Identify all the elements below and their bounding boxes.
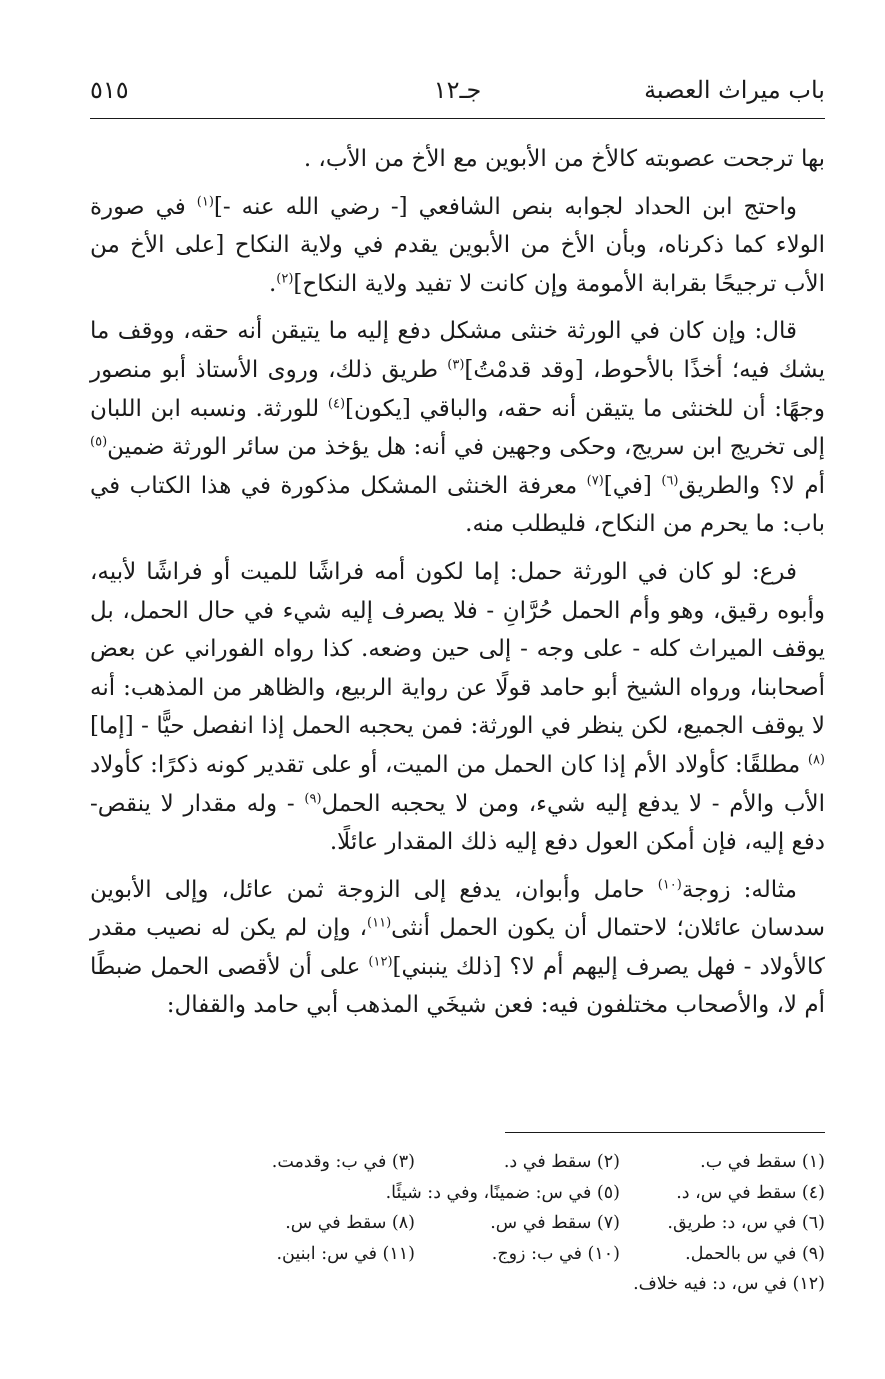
footnote-ref: (٧) [586, 473, 604, 489]
footnote-9: (٩) في س بالحمل. [685, 1243, 825, 1264]
page-number: ٥١٥ [90, 76, 129, 104]
footnote-row [180, 1208, 825, 1239]
footnote-8: (٨) سقط في س. [285, 1213, 415, 1233]
footnote-1: (١) سقط في ب. [700, 1152, 825, 1172]
footnote-ref: (٦) [661, 473, 679, 489]
footnote-ref: (٥) [90, 434, 108, 450]
header-divider [90, 118, 825, 119]
footnote-5: (٥) في س: ضمينًا، وفي د: شيئًا. [385, 1182, 620, 1203]
footnote-6: (٦) في س، د: طريق. [667, 1213, 825, 1233]
footnote-ref: (١٢) [368, 954, 393, 970]
footnotes [180, 1147, 825, 1300]
footnote-ref: (١) [196, 193, 214, 209]
paragraph-4: فرع: لو كان في الورثة حمل: إما لكون أمه فراشًا للميت أو فراشًا لأبيه، وأبوه رقيق، وهو وأم الحمل حُرَّانِ - فلا يصرف إليه شيء في حال الحمل، بل يوقف الميراث كله - على وجه - إلى حين وضعه. كذا رواه الفوراني عن بعض أصحابنا، ورواه الشيخ أبو حامد قولًا عن رواية الربيع، والظاهر من المذهب: أنه لا يوقف الجميع، لكن ينظر في الورثة: فمن يحجبه الحمل إذا انفصل حيًّا - [إما]$^{(٨)}$ مطلقًا: كأولاد الأم إذا كان الحمل من الميت، أو على تقدير كونه ذكرًا: كأولاد الأب والأم - لا يدفع إليه شيء، ومن لا يحجبه الحمل$^{(٩)}$ - وله مقدار لا ينقص- دفع إليه، فإن أمكن العول دفع إليه ذلك المقدار عائلًا. [90, 558, 826, 856]
footnote-ref: (٢) [276, 271, 294, 287]
footnote-12: (١٢) في س، د: فيه خلاف. [633, 1274, 825, 1294]
paragraph-2: واحتج ابن الحداد لجوابه بنص الشافعي [- رضي الله عنه -]$^{(١)}$ في صورة الولاء كما ذكرناه، وبأن الأخ من الأبوين يقدم في ولاية النكاح [على الأخ من الأب ترجيحًا بقرابة الأمومة وإن كانت لا تفيد ولاية النكاح]$^{(٢)}$. [90, 193, 825, 297]
chapter-title: باب ميراث العصبة [644, 76, 825, 104]
running-header [90, 72, 825, 112]
volume-number: جـ١٢ [433, 76, 482, 104]
footnote-divider [505, 1132, 825, 1133]
footnote-2: (٢) سقط في د. [503, 1152, 620, 1172]
paragraph-5: مثاله: زوجة$^{(١٠)}$ حامل وأبوان، يدفع إلى الزوجة ثمن عائل، وإلى الأبوين سدسان عائلان؛ لاحتمال أن يكون الحمل أنثى$^{(١١)}$، وإن لم يكن له نصيب مقدر كالأولاد - فهل يصرف إليهم أم لا؟ [ذلك ينبني]$^{(١٢)}$ على أن لأقصى الحمل ضبطًا أم لا، والأصحاب مختلفون فيه: فعن شيخَي المذهب أبي حامد والقفال: [90, 876, 826, 1019]
main-text [90, 140, 825, 1034]
footnote-row [180, 1269, 825, 1300]
footnote-7: (٧) سقط في س. [490, 1213, 620, 1233]
paragraph-1: بها ترجحت عصوبته كالأخ من الأبوين مع الأخ من الأب، . [303, 146, 825, 172]
footnote-10: (١٠) في ب: زوج. [491, 1243, 620, 1264]
footnote-ref: (٨) [807, 752, 825, 768]
footnote-row [180, 1178, 825, 1209]
footnote-3: (٣) في ب: وقدمت. [271, 1152, 415, 1172]
footnote-row [180, 1239, 825, 1270]
footnote-ref: (٤) [327, 395, 346, 411]
footnote-ref: (١٠) [657, 877, 682, 893]
footnote-ref: (٣) [447, 357, 465, 373]
paragraph-3: قال: وإن كان في الورثة خنثى مشكل دفع إليه ما يتيقن أنه حقه، ووقف ما يشك فيه؛ أخذًا بالأحوط، [وقد قدمْتُ]$^{(٣)}$ طريق ذلك، وروى الأستاذ أبو منصور وجهًا: أن للخنثى ما يتيقن أنه حقه، والباقي [يكون]$^{(٤)}$ للورثة. ونسبه ابن اللبان إلى تخريج ابن سريج، وحكى وجهين في أنه: هل يؤخذ من سائر الورثة ضمين$^{(٥)}$ أم لا؟ والطريق$^{(٦)}$ [في]$^{(٧)}$ معرفة الخنثى المشكل مذكورة في هذا الكتاب في باب: ما يحرم من النكاح، فليطلب منه. [90, 318, 825, 538]
footnote-4: (٤) سقط في س، د. [676, 1182, 825, 1203]
footnote-11: (١١) في س: ابنين. [276, 1243, 415, 1264]
footnote-ref: (١١) [367, 915, 392, 931]
footnote-ref: (٩) [304, 790, 322, 806]
footnote-row [180, 1147, 825, 1178]
